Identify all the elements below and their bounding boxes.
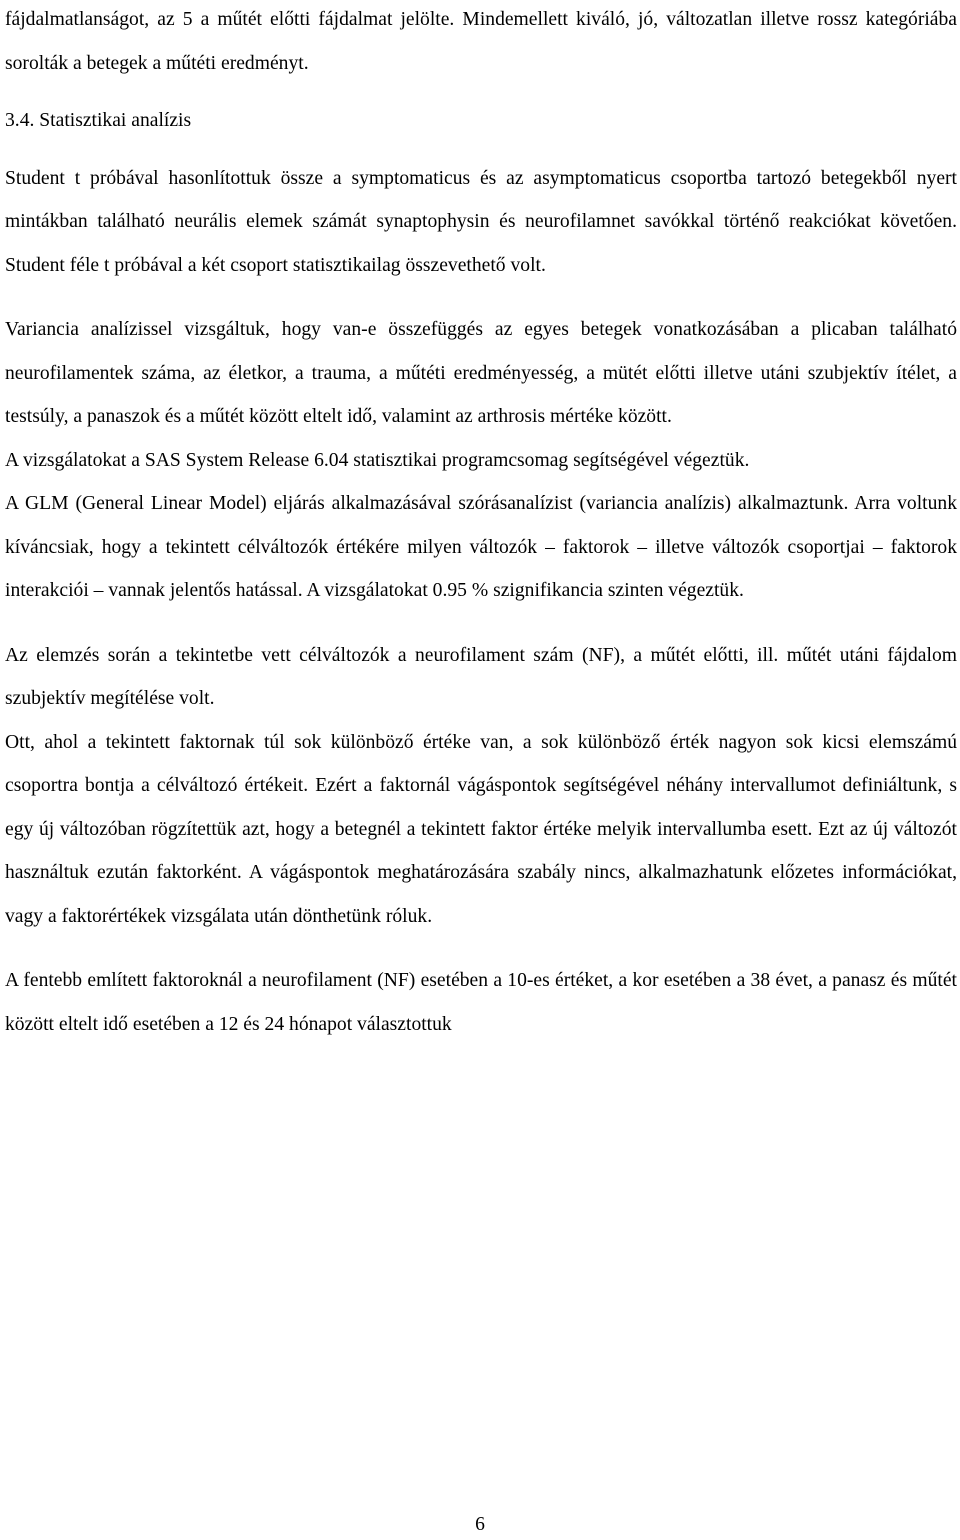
paragraph-faktor: Ott, ahol a tekintett faktornak túl sok különböző értéke van, a sok különböző érték nagyon sok kicsi elemszámú csoportra bontja a célváltozó értékeit. Ezért a faktornál vágáspontok segítségével néhány intervallumot definiáltunk, s egy új változóban rögzítettük azt, hogy a betegnél a tekintett faktor értéke melyik intervallumba esett. Ezt az új változót használtuk ezután faktorként. A vágáspontok meghatározására szabály nincs, alkalmazhatunk előzetes információkat, vagy a faktorértékek vizsgálata után dönthetünk róluk. (5, 731, 957, 927)
paragraph-student-t: Student t próbával hasonlítottuk össze a symptomaticus és az asymptomaticus csoportba tartozó betegekből nyert mintákban található neurális elemek számát synaptophysin és neurofilamnet savókkal történő reakciókat követően. Student féle t próbával a két csoport statisztikailag összevethető volt. (5, 167, 957, 276)
page-number: 6 (475, 1514, 485, 1535)
paragraph-sas-system: A vizsgálatokat a SAS System Release 6.04 statisztikai programcsomag segítségével végeztük. (5, 449, 750, 471)
paragraph-glm: A GLM (General Linear Model) eljárás alkalmazásával szórásanalízist (variancia analízis) alkalmaztunk. Arra voltunk kíváncsiak, hogy a tekintett célváltozók értékére milyen változók – faktorok – illetve változók csoportjai – faktorok interakciói – vannak jelentős hatással. A vizsgálatokat 0.95 % szignifikancia szinten végeztük. (5, 493, 957, 601)
document-page (5, 0, 957, 1046)
paragraph-fentebb: A fentebb említett faktoroknál a neurofilament (NF) esetében a 10-es értéket, a kor esetében a 38 évet, a panasz és műtét között eltelt idő esetében a 12 és 24 hónapot választottuk (5, 970, 957, 1035)
paragraph-elemzes: Az elemzés során a tekintetbe vett célváltozók a neurofilament szám (NF), a műtét előtti, ill. műtét utáni fájdalom szubjektív megítélése volt. (5, 644, 957, 709)
section-heading: 3.4. Statisztikai analízis (5, 110, 192, 131)
paragraph-continuation: fájdalmatlanságot, az 5 a műtét előtti fájdalmat jelölte. Mindemellett kiváló, jó, változatlan illetve rossz kategóriába sorolták a betegek a műtéti eredményt. (5, 9, 957, 74)
paragraph-variancia: Variancia analízissel vizsgáltuk, hogy van-e összefüggés az egyes betegek vonatkozásában a plicaban található neurofilamentek száma, az életkor, a trauma, a műtéti eredményesség, a mütét előtti illetve utáni szubjektív ítélet, a testsúly, a panaszok és a műtét között eltelt idő, valamint az arthrosis mértéke között. (5, 319, 957, 427)
